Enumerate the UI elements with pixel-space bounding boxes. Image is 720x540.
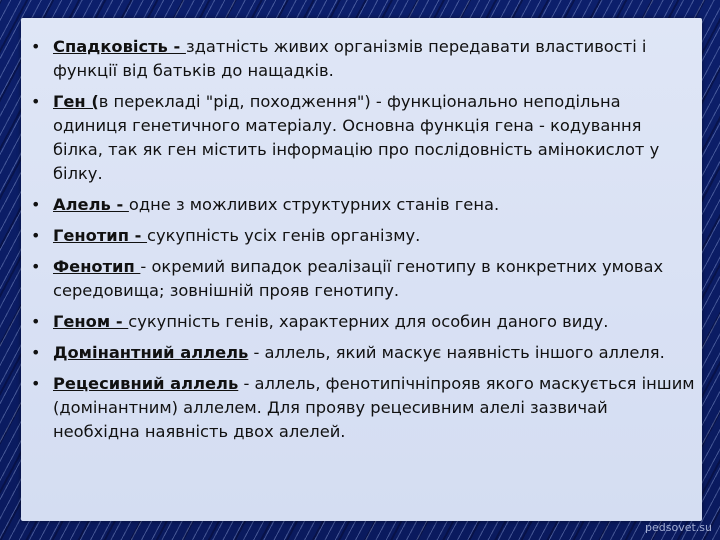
- definition: в перекладі "рід, походження") - функціонально неподільна одиниця генетичного матеріалу. Основна функція гена - кодування білка, так як ген містить інформацію про послідовність амінокислот у білку.: [53, 92, 660, 183]
- list-item: [31, 255, 695, 303]
- definition: сукупність генів, характерних для особин даного виду.: [128, 312, 609, 331]
- definition-list: [31, 35, 695, 451]
- bullet-icon: •: [31, 257, 41, 276]
- term: Алель -: [53, 195, 129, 214]
- list-item: [31, 90, 695, 186]
- term: Спадковість -: [53, 37, 186, 56]
- definition: - окремий випадок реалізації генотипу в конкретних умовах середовища; зовнішній прояв генотипу.: [53, 257, 664, 300]
- term: Домінантний аллель: [53, 343, 249, 362]
- bullet-icon: •: [31, 226, 41, 245]
- bullet-icon: •: [31, 374, 41, 393]
- list-item: [31, 341, 695, 365]
- bullet-icon: •: [31, 92, 41, 111]
- term: Рецесивний аллель: [53, 374, 239, 393]
- term: Фенотип: [53, 257, 141, 276]
- watermark: pedsovet.su: [645, 521, 712, 534]
- definition: здатність живих організмів передавати властивості і функції від батьків до нащадків.: [53, 37, 647, 80]
- term: Ген (: [53, 92, 99, 111]
- list-item: [31, 35, 695, 83]
- list-item: [31, 372, 695, 444]
- content-panel: [21, 18, 702, 521]
- list-item: [31, 224, 695, 248]
- definition: - аллель, який маскує наявність іншого аллеля.: [248, 343, 665, 362]
- definition: сукупність усіх генів організму.: [147, 226, 421, 245]
- list-item: [31, 193, 695, 217]
- bullet-icon: •: [31, 343, 41, 362]
- definition: - аллель, фенотипічніпрояв якого маскується іншим (домінантним) аллелем. Для прояву рецесивним алелі зазвичай необхідна наявність двох алелей.: [53, 374, 695, 441]
- definition: одне з можливих структурних станів гена.: [128, 195, 500, 214]
- term: Генотип -: [53, 226, 148, 245]
- term: Геном -: [53, 312, 129, 331]
- bullet-icon: •: [31, 312, 41, 331]
- bullet-icon: •: [31, 37, 41, 56]
- list-item: [31, 310, 695, 334]
- bullet-icon: •: [31, 195, 41, 214]
